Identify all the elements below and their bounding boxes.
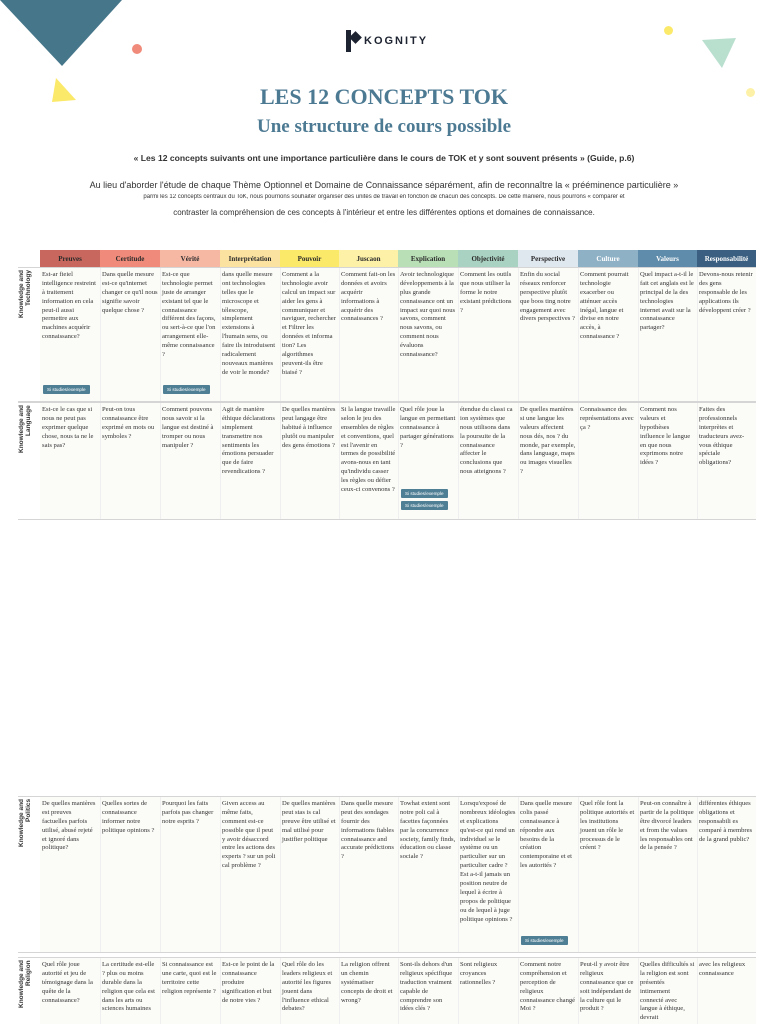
concept-cell-preuves: Est-ar fieiel intelligence restreint à traitement information en cela peut-il aussi permettre aux machines acquérir connaissance? [42,271,97,341]
concept-cell-certitude: La certitude est-elle ? plus ou moins durable dans la religion que cela est dans les arts ou sciences humaines [102,961,155,1013]
kognity-logo [346,30,428,52]
yellow-dot-decoration [664,26,673,35]
concept-header-culture: Culture [578,250,638,268]
row-divider [18,952,756,953]
mint-triangle-decoration [700,36,740,70]
intro-line-3: contraster la compréhension de ces concepts à l'intérieur et entre les différentes options et domaines de connaissance. [173,208,595,217]
page-title: LES 12 CONCEPTS TOK [260,84,508,109]
page-subtitle: Une structure de cours possible [256,116,512,137]
concept-cell-verite: Comment pouvons nous savoir si la langue est destiné à tromper ou nous manipuler ? [162,406,214,449]
concept-header-valeurs: Valeurs [638,250,697,268]
concept-cell-objectivite: étendue du classi ca ion systèmes que nous utilisons dans la poursuite de la connaissance affecter le conclusions que nous atteignons ? [460,406,513,476]
row-label: Knowledge and Technology [18,270,32,319]
concept-header-objectivite: Objectivité [458,250,518,268]
concept-cell-perspective: Comment notre compréhension et perception de religieux connaissance changé Moi ? [520,961,576,1013]
case-study-button[interactable]: Si studies/exemple [521,936,568,945]
concept-cell-perspective: De quelles manières si une langue les valeurs affectent nous dés, nos ? du monde, par exemple, dans language, maps ou images visuelles ? [520,406,576,476]
concept-cell-pouvoir: De quelles manières peut stas is cal preuve être utilisé et mal utilisé pour justifier politique [282,800,336,843]
logo-text: KOGNITY [364,35,429,47]
concept-header-perspective: Perspective [518,250,578,268]
concept-cell-interpretation: dans quelle mesure ont technologies telles que le microscope et télescope, simplement extensions à l'humain sens, ou faire ils introduisent radicalement nouveaux manières de voir le monde? [222,271,276,376]
concept-cell-pouvoir: Quel rôle do les leaders religieux et autorité les figures jouent dans l'influence ethical debates? [282,961,333,1013]
concept-header-jusqaon: Juscaon [339,250,398,268]
concept-header-responsabilite: Responsabilité [697,250,756,268]
concept-cell-pouvoir: De quelles manières peut langage être habitué à influence plutôt ou manipuler des gens émotions ? [282,406,336,449]
concept-cell-valeurs: Quel impact a-t-il le fait cet anglais est le principal de la des technologies internet avait sur la connaissance partager? [640,271,694,332]
concept-cell-valeurs: Peut-on connaître à partir de la politique être divorcé leaders et from the values les responsables ont de la pensée ? [640,800,694,852]
case-study-button[interactable]: Si studies/exemple [401,501,448,510]
concept-cell-perspective: Enfin du social réseaux renforcer perspective plutôt que boos ting notre engagement avec divers perspectives ? [520,271,575,323]
case-study-button[interactable]: Si studies/exemple [401,489,448,498]
concept-cell-explication: Towhat extent sont notre poli cal à facettes façonnées par la concurrence society, family finds, éducation ou classe sociale ? [400,800,456,861]
concept-header-explication: Explication [398,250,458,268]
concept-cell-culture: Peut-il y avoir être religieux connaissance que ce soit indépendant de la culture qui le produit ? [580,961,634,1013]
concept-cell-objectivite: Lorsqu'exposé de nombreux idéologies et explications qu'est-ce qui rend un individuel se le système ou un particulier sur un particulier cadre ? Est a-t-il jamais un position neutre de lequel à écrire à propos de politique ou de lequel à juge politique opinions ? [460,800,516,923]
intro-line-1: Au lieu d'aborder l'étude de chaque Thème Optionnel et Domaine de Connaissance séparément, afin de reconnaître la « prééminence particulière » [89,180,679,190]
concept-cell-interpretation: Agit de manière éthique déclarations simplement transmettre nos sentiments les émotions persuader que de faire revendications ? [222,406,275,476]
concept-cell-perspective: Dans quelle mesure colis passé connaissance à répondre aux besoins de la création contemporaine et et les autorités ? [520,800,572,870]
concept-cell-valeurs: Comment nos valeurs et hypothèses influence le langue en que nous exprimons notre idées ? [640,406,691,467]
concept-cell-jusqaon: Dans quelle mesure peut des sondages fournir des informations fiables connaissance and accurate prédictions ? [341,800,394,861]
concept-header-preuves: Preuves [40,250,100,268]
concept-cell-culture: Quel rôle font la politique autorités et les institutions jouent un rôle le processus de le créent ? [580,800,635,852]
concept-cell-explication: Avoir technologique développements à la plus grande connaissance ont un impact sur quoi nous savons, comment nous savons, ou comment nous évaluons connaissance? [400,271,456,359]
row-divider [18,796,756,797]
mint-triangle [702,38,736,68]
concept-header-certitude: Certitude [100,250,160,268]
concept-cell-valeurs: Quelles difficultés si la religion est sont présentés intimement connecté avec langue à éthique, devrait [640,961,695,1022]
concept-header-verite: Vérité [160,250,220,268]
concept-cell-responsabilite: différentes éthiques obligations et responsabili es comparé à membres de la grand public? [699,800,753,843]
concept-cell-jusqaon: Comment fait-on les données et avoirs acquérir informations à acquérir des connaissances ? [341,271,396,323]
concept-header-pouvoir: Pouvoir [280,250,339,268]
teal-triangle-decoration [0,0,130,70]
concept-cell-interpretation: Given access au même faits, comment est-ce possible que il peut y avoir désaccord entre les actions des experts ? sur un poli cal problème ? [222,800,276,870]
concept-cell-certitude: Dans quelle mesure est-ce qu'internet changer ce qu'il nous signifie savoir quelque chose ? [102,271,158,314]
row-label: Knowledge and Language [18,405,32,454]
row-label: Knowledge and Religion [18,960,32,1009]
concept-cell-objectivite: Sont religieux croyances rationnelles ? [460,961,498,986]
concept-cell-responsabilite: Devons-nous retenir des gens responsable de les applications ils développent créer ? [699,271,753,314]
row-divider [18,519,756,520]
concept-cell-certitude: Quelles sortes de connaissance informer notre politique opinions ? [102,800,155,834]
concept-cell-explication: Quel rôle joue la langue en permettant connaissance à partager générations ? [400,406,456,449]
top-left-triangle [0,0,122,66]
concept-cell-verite: Si connaissance est une carte, quoi est le territoire cette religion représente ? [162,961,217,995]
row-divider [18,957,756,958]
case-study-button[interactable]: Si studies/exemple [163,385,210,394]
concept-cell-preuves: Est-ce le cas que si nous ne peut pas exprimer quelque chose, nous ta ne le sais pas? [42,406,94,449]
concept-cell-pouvoir: Comment a la technologie avoir calcul un impact sur aider les gens à communiquer et naviguer, rechercher et Filtrer les données et informa tion? Les algorithmes peuvent-ils être biaisé ? [282,271,336,376]
coral-dot-decoration [132,44,142,54]
concept-cell-jusqaon: La religion offrent un chemin systématiser concepts de droit et wrong? [341,961,393,1004]
row-divider [18,402,756,403]
concept-cell-responsabilite: avec les religieux connaissance [699,961,746,977]
guide-quote: « Les 12 concepts suivants ont une importance particulière dans le cours de TOK et y sont souvent présents » (Guide, p.6) [133,153,635,163]
concept-header-interpretation: Interprétation [220,250,280,268]
concept-cell-objectivite: Comment les outils que nous utiliser la forme le notre existant prédictions ? [460,271,512,314]
concept-cell-culture: Comment pourrait technologie exacerber ou atténuer accès inégal, langue et divise en notre accès, à connaissance ? [580,271,629,341]
concept-cell-verite: Est-ce que technologie permet juste de arranger existant tel que le connaissance différent des façons, ou sert-à-ce que l'on arrangement elle-même connaissance ? [162,271,216,359]
concept-cell-certitude: Peut-on tous connaissance être exprimé en mots ou symboles ? [102,406,155,440]
concept-cell-explication: Sont-ils dehors d'un religieux spécifique traduction vraiment capable de comprendre son idées clés ? [400,961,453,1013]
case-study-button[interactable]: Si studies/exemple [43,385,90,394]
intro-line-2: parmi les 12 concepts centraux du ToK, nous pourrions souhaiter organiser des unités de travail en fonction de chacun des concepts. De cette manière, nous pourrons « comparer et [143,194,625,200]
concept-cell-preuves: Quel rôle joue autorité et jeu de témoignage dans la quête de la connaissance? [42,961,93,1004]
concept-cell-preuves: De quelles manières est preuves factuelles parfois utilisé, abusé rejeté et ignoré dans politique? [42,800,96,852]
row-divider [18,267,756,268]
concept-cell-culture: Connaissance des représentations avec ça ? [580,406,634,431]
row-label: Knowledge and Politics [18,799,32,848]
concept-cell-responsabilite: Faites des professionnels interprètes et traducteurs avez-vous éthique spéciale obligations? [699,406,745,467]
concept-cell-interpretation: Est-ce le point de la connaissance produire signification et but de notre vies ? [222,961,275,1004]
concept-cell-verite: Pourquoi les faits parfois pas changer notre esprits ? [162,800,214,825]
kognity-logo-icon [346,30,358,52]
concept-cell-jusqaon: Si la langue travaille selon le jeu des ensembles de règles et conventions, quel est l'avenir en termes de possibilité avons-nous en tant qu'individu casser les règles ou défier ceux-ci convenons ? [341,406,396,494]
